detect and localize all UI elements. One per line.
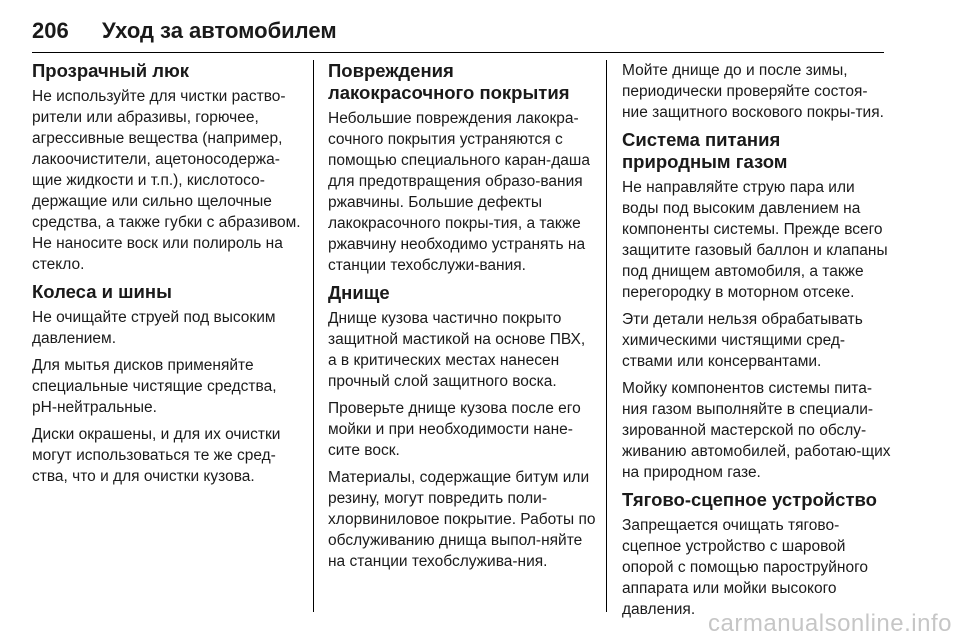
paragraph: Не используйте для чистки раство-рители или абразивы, горючее, агрессивные вещества (например, лакоочистители, ацетоносодержа-щие жидкости и т.п.), кислотосо-держащие или сильно щелочные средства, а также губки с абразивом. Не наносите воск или полироль на стекло. xyxy=(32,88,301,273)
column-divider xyxy=(606,60,607,612)
section-heading: Прозрачный люк xyxy=(32,60,190,81)
page-number: 206 xyxy=(32,18,69,43)
paragraph: Не очищайте струей под высоким давлением. xyxy=(32,309,276,347)
paragraph: Не направляйте струю пара или воды под высоким давлением на компоненты системы. Прежде всего защитите газовый баллон и клапаны под днищем автомобиля, а также перегородку в моторном отсеке. xyxy=(622,179,888,301)
paragraph: Мойте днище до и после зимы, периодически проверяйте состоя-ние защитного воскового покры-тия. xyxy=(622,62,884,121)
section-heading: Днище xyxy=(328,282,390,303)
paragraph: Для мытья дисков применяйте специальные чистящие средства, pH-нейтральные. xyxy=(32,357,277,416)
section-heading: Колеса и шины xyxy=(32,281,172,302)
paragraph: Днище кузова частично покрыто защитной мастикой на основе ПВХ, а в критических местах нанесен прочный слой защитного воска. xyxy=(328,310,586,390)
watermark: carmanualsonline.info xyxy=(708,610,952,637)
chapter-title: Уход за автомобилем xyxy=(102,18,337,43)
paragraph: Проверьте днище кузова после его мойки и при необходимости нане-сите воск. xyxy=(328,400,581,459)
paragraph: Запрещается очищать тягово-сцепное устройство с шаровой опорой с помощью пароструйного аппарата или мойки высокого давления. xyxy=(622,517,869,618)
column-left xyxy=(32,60,304,610)
column-divider xyxy=(313,60,314,612)
column-right xyxy=(622,60,892,618)
page-header xyxy=(32,18,884,53)
paragraph: Диски окрашены, и для их очистки могут использоваться те же сред-ства, что и для очистки кузова. xyxy=(32,426,281,485)
section-heading: Повреждения лакокрасочного покрытия xyxy=(328,60,570,103)
column-middle xyxy=(328,60,598,610)
section-heading: Тягово-сцепное устройство xyxy=(622,489,877,510)
section-heading: Система питания природным газом xyxy=(622,129,788,172)
paragraph: Мойку компонентов системы пита-ния газом выполняйте в специали-зированной мастерской по обслу-живанию автомобилей, работаю-щих на природном газе. xyxy=(622,380,891,481)
paragraph: Небольшие повреждения лакокра-сочного покрытия устраняются с помощью специального каран-даша для предотвращения образо-вания ржавчины. Большие дефекты лакокрасочного покры-тия, а также ржавчину необходимо устранять на станции техобслужи-вания. xyxy=(328,110,590,274)
paragraph: Материалы, содержащие битум или резину, могут повредить поли-хлорвиниловое покрытие. Работы по обслуживанию днища выпол-няйте на станции техобслужива-ния. xyxy=(328,469,596,570)
paragraph: Эти детали нельзя обрабатывать химическими чистящими сред-ствами или консервантами. xyxy=(622,311,863,370)
